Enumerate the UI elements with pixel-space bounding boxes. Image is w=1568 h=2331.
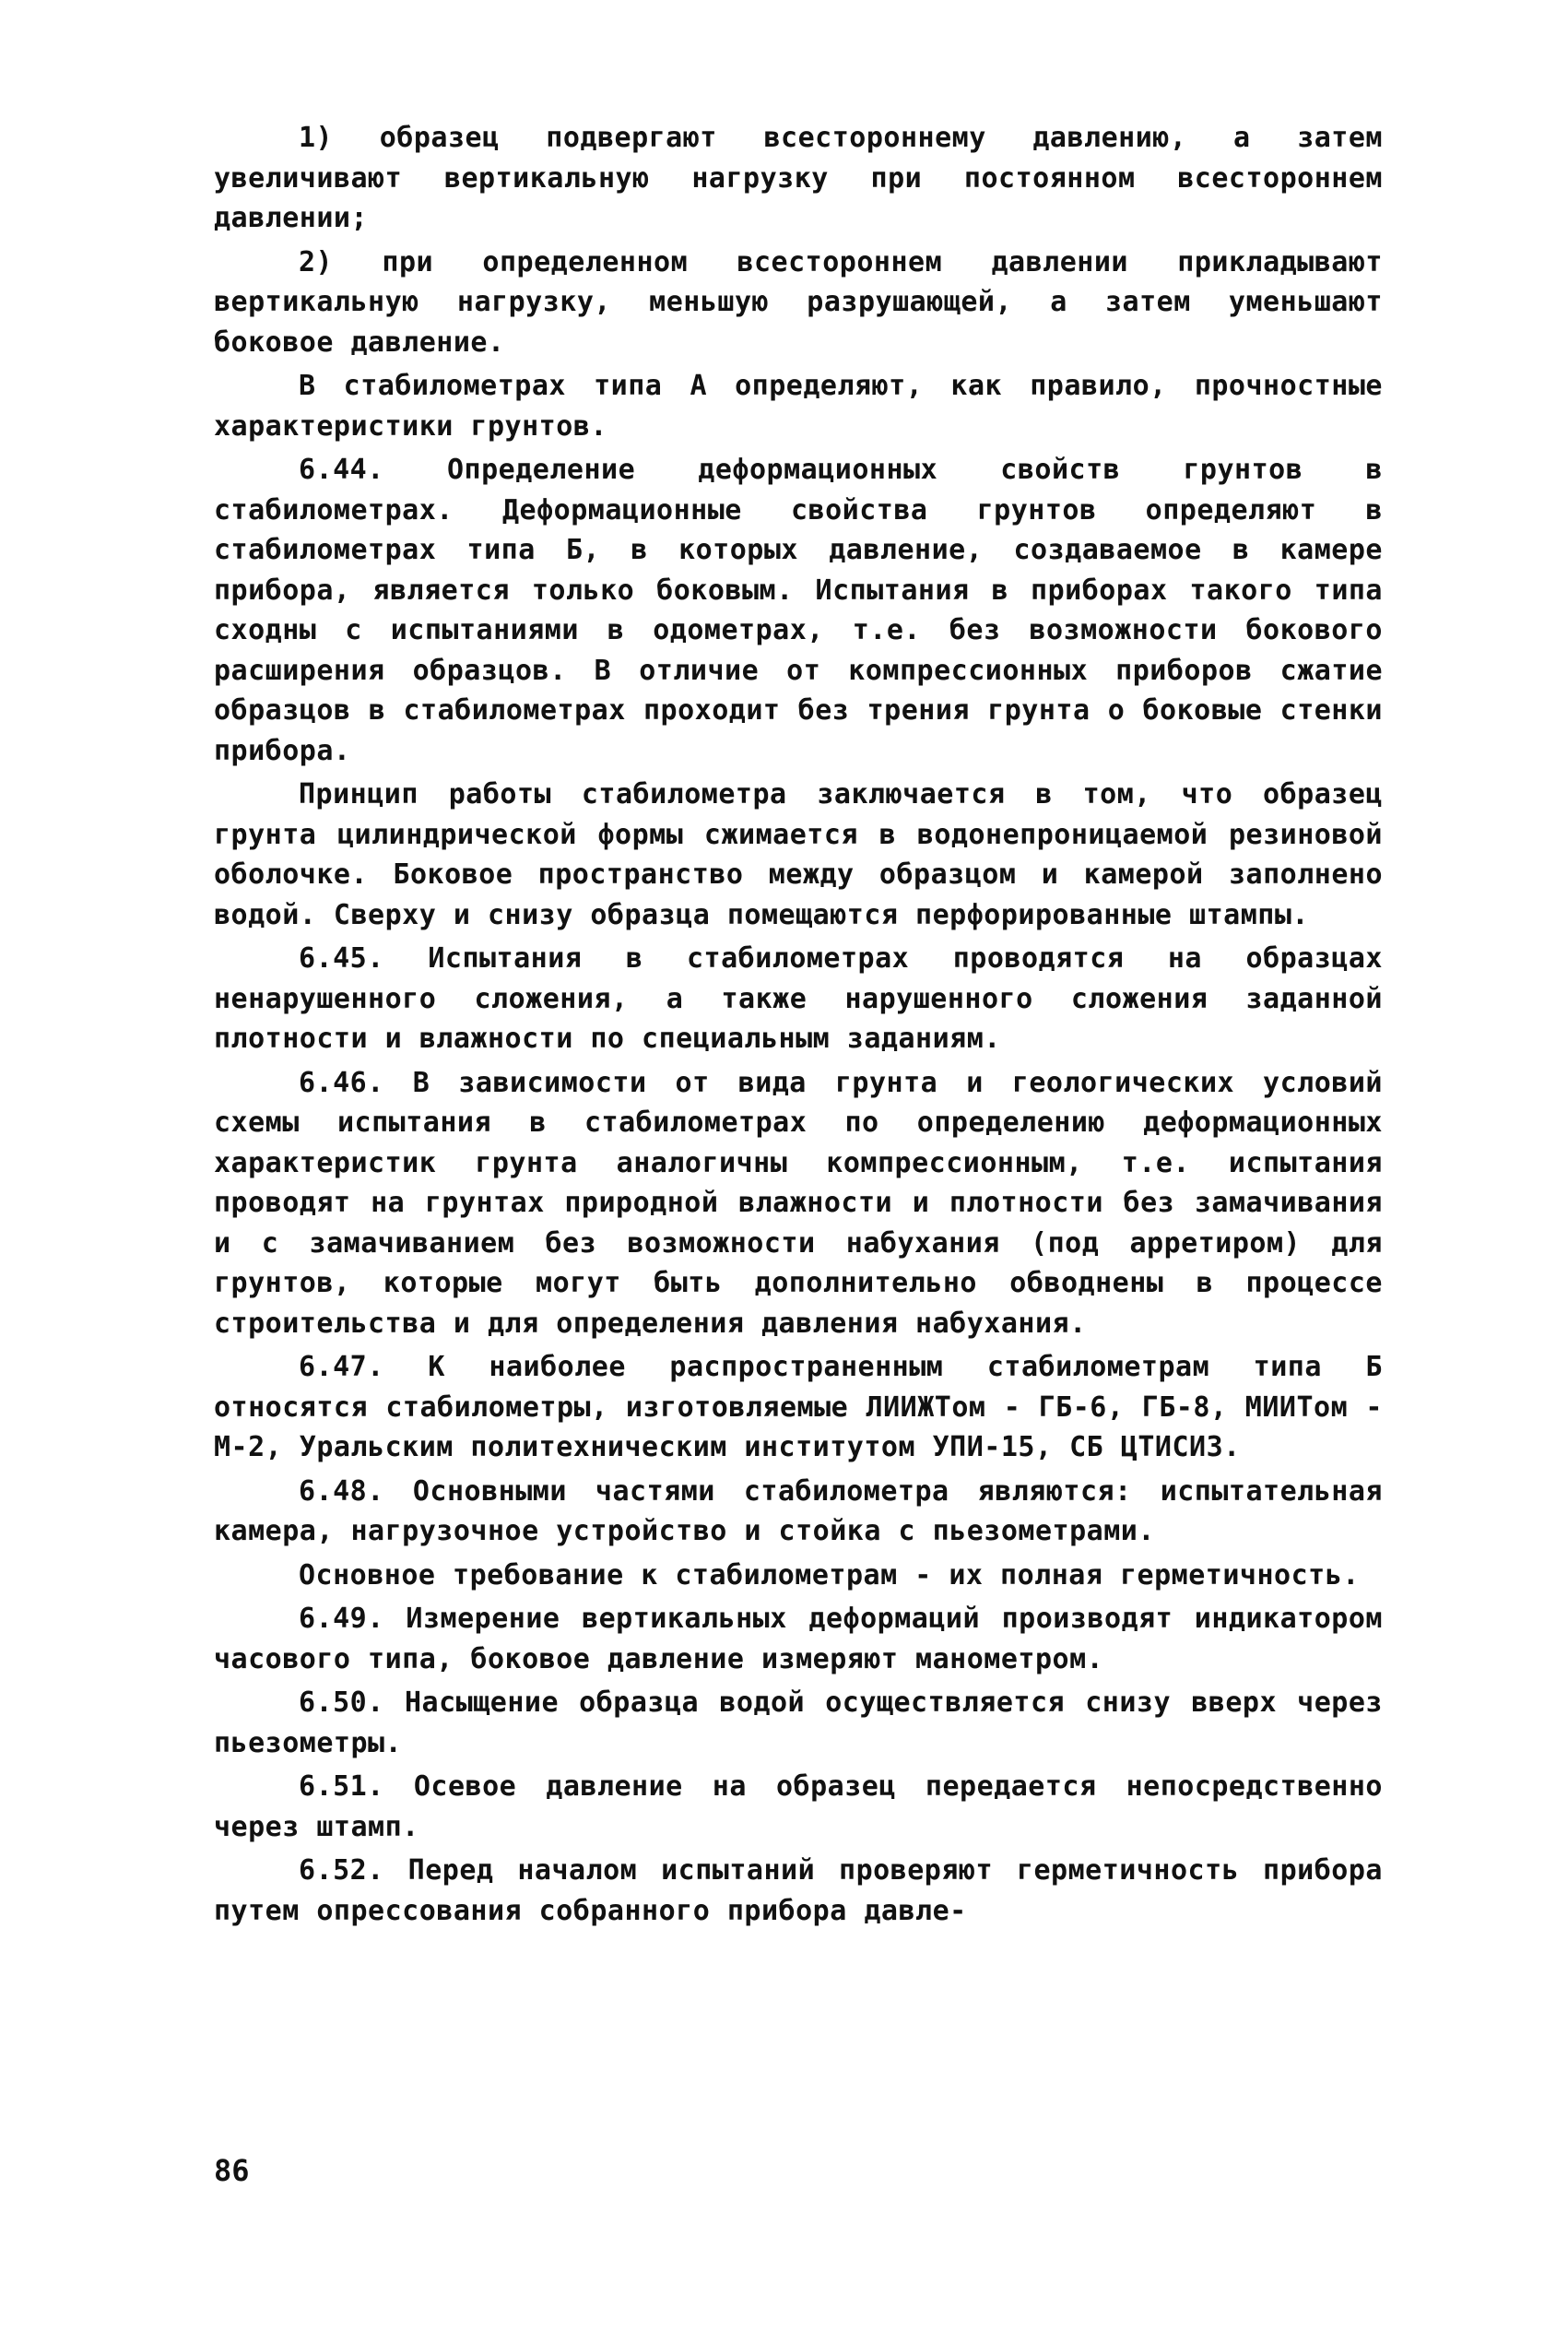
document-body xyxy=(214,118,1383,1931)
paragraph-6-46: 6.46. В зависимости от вида грунта и геологических условий схемы испытания в стабилометрах по определению деформационных характеристик грунта аналогичны компрессионным, т.е. испытания проводят на грунтах природной влажности и плотности без замачивания и с замачиванием без возможности набухания (под арретиром) для грунтов, которые могут быть дополнительно обводнены в процессе строительства и для определения давления набухания. xyxy=(214,1066,1383,1340)
page-number: 86 xyxy=(214,2153,250,2188)
paragraph-requirement: Основное требование к стабилометрам - их полная герметичность. xyxy=(299,1558,1360,1591)
paragraph-6-49: 6.49. Измерение вертикальных деформаций производят индикатором часового типа, боковое давление измеряют манометром. xyxy=(214,1603,1383,1675)
paragraph-1: 1) образец подвергают всестороннему давлению, а затем увеличивают вертикальную нагрузку при постоянном всестороннем давлении; xyxy=(214,122,1383,234)
paragraph-6-50: 6.50. Насыщение образца водой осуществляется снизу вверх через пьезометры. xyxy=(214,1686,1383,1759)
paragraph-6-52: 6.52. Перед началом испытаний проверяют герметичность прибора путем опрессования собранного прибора давле- xyxy=(214,1854,1383,1927)
paragraph-6-47: 6.47. К наиболее распространенным стабилометрам типа Б относятся стабилометры, изготовляемые ЛИИЖТом - ГБ-6, ГБ-8, МИИТом - М-2, Уральским политехническим институтом УПИ-15, СБ ЦТИСИЗ. xyxy=(214,1351,1383,1463)
paragraph-principle: Принцип работы стабилометра заключается в том, что образец грунта цилиндрической формы сжимается в водонепроницаемой резиновой оболочке. Боковое пространство между образцом и камерой заполнено водой. Сверху и снизу образца помещаются перфорированные штампы. xyxy=(214,778,1383,931)
paragraph-6-45: 6.45. Испытания в стабилометрах проводятся на образцах ненарушенного сложения, а также нарушенного сложения заданной плотности и влажности по специальным заданиям. xyxy=(214,942,1383,1055)
paragraph-2: 2) при определенном всестороннем давлении прикладывают вертикальную нагрузку, меньшую разрушающей, а затем уменьшают боковое давление. xyxy=(214,245,1383,359)
paragraph-6-51: 6.51. Осевое давление на образец передается непосредственно через штамп. xyxy=(214,1770,1383,1843)
paragraph-6-44: 6.44. Определение деформационных свойств грунтов в стабилометрах. Деформационные свойства грунтов определяют в стабилометрах типа Б, в которых давление, создаваемое в камере прибора, является только боковым. Испытания в приборах такого типа сходны с испытаниями в одометрах, т.е. без возможности бокового расширения образцов. В отличие от компрессионных приборов сжатие образцов в стабилометрах проходит без трения грунта о боковые стенки прибора. xyxy=(214,454,1383,767)
paragraph-3: В стабилометрах типа А определяют, как правило, прочностные характеристики грунтов. xyxy=(214,370,1383,443)
paragraph-6-48: 6.48. Основными частями стабилометра являются: испытательная камера, нагрузочное устройство и стойка с пьезометрами. xyxy=(214,1474,1383,1547)
